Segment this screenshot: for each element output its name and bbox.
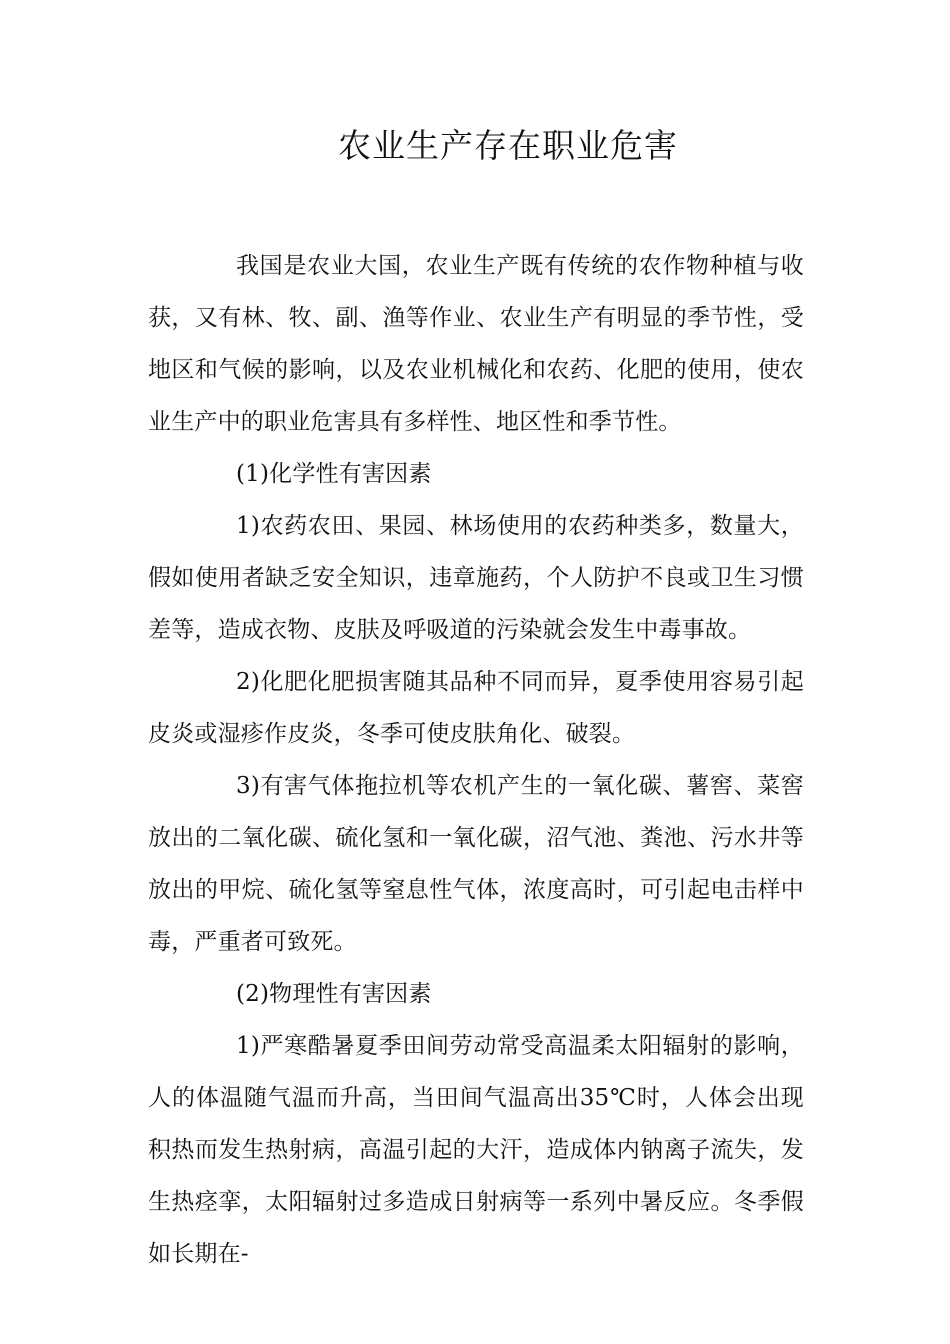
- paragraph-harmful-gases: 3)有害气体拖拉机等农机产生的一氧化碳、薯窖、菜窖放出的二氧化碳、硫化氢和一氧化碳，沼气池、粪池、污水井等放出的甲烷、硫化氢等窒息性气体，浓度高时，可引起电击样中毒，严重者可致死。: [148, 773, 804, 955]
- document-body: [148, 240, 804, 1280]
- section-heading-physical: (2)物理性有害因素: [236, 981, 432, 1007]
- section-heading-chemical: (1)化学性有害因素: [236, 461, 432, 487]
- paragraph-pesticides: 1)农药农田、果园、林场使用的农药种类多，数量大，假如使用者缺乏安全知识，违章施药，个人防护不良或卫生习惯差等，造成衣物、皮肤及呼吸道的污染就会发生中毒事故。: [148, 513, 804, 643]
- paragraph-intro: 我国是农业大国，农业生产既有传统的农作物种植与收获，又有林、牧、副、渔等作业、农业生产有明显的季节性，受地区和气候的影响，以及农业机械化和农药、化肥的使用，使农业生产中的职业危害具有多样性、地区性和季节性。: [148, 253, 804, 435]
- paragraph-extreme-temperature: 1)严寒酷暑夏季田间劳动常受高温柔太阳辐射的影响，人的体温随气温而升高，当田间气温高出35℃时，人体会出现积热而发生热射病，高温引起的大汗，造成体内钠离子流失，发生热痉挛，太阳辐射过多造成日射病等一系列中暑反应。冬季假如长期在-: [148, 1033, 804, 1267]
- paragraph-fertilizers: 2)化肥化肥损害随其品种不同而异，夏季使用容易引起皮炎或湿疹作皮炎，冬季可使皮肤角化、破裂。: [148, 669, 804, 747]
- document-title: 农业生产存在职业危害: [338, 126, 678, 165]
